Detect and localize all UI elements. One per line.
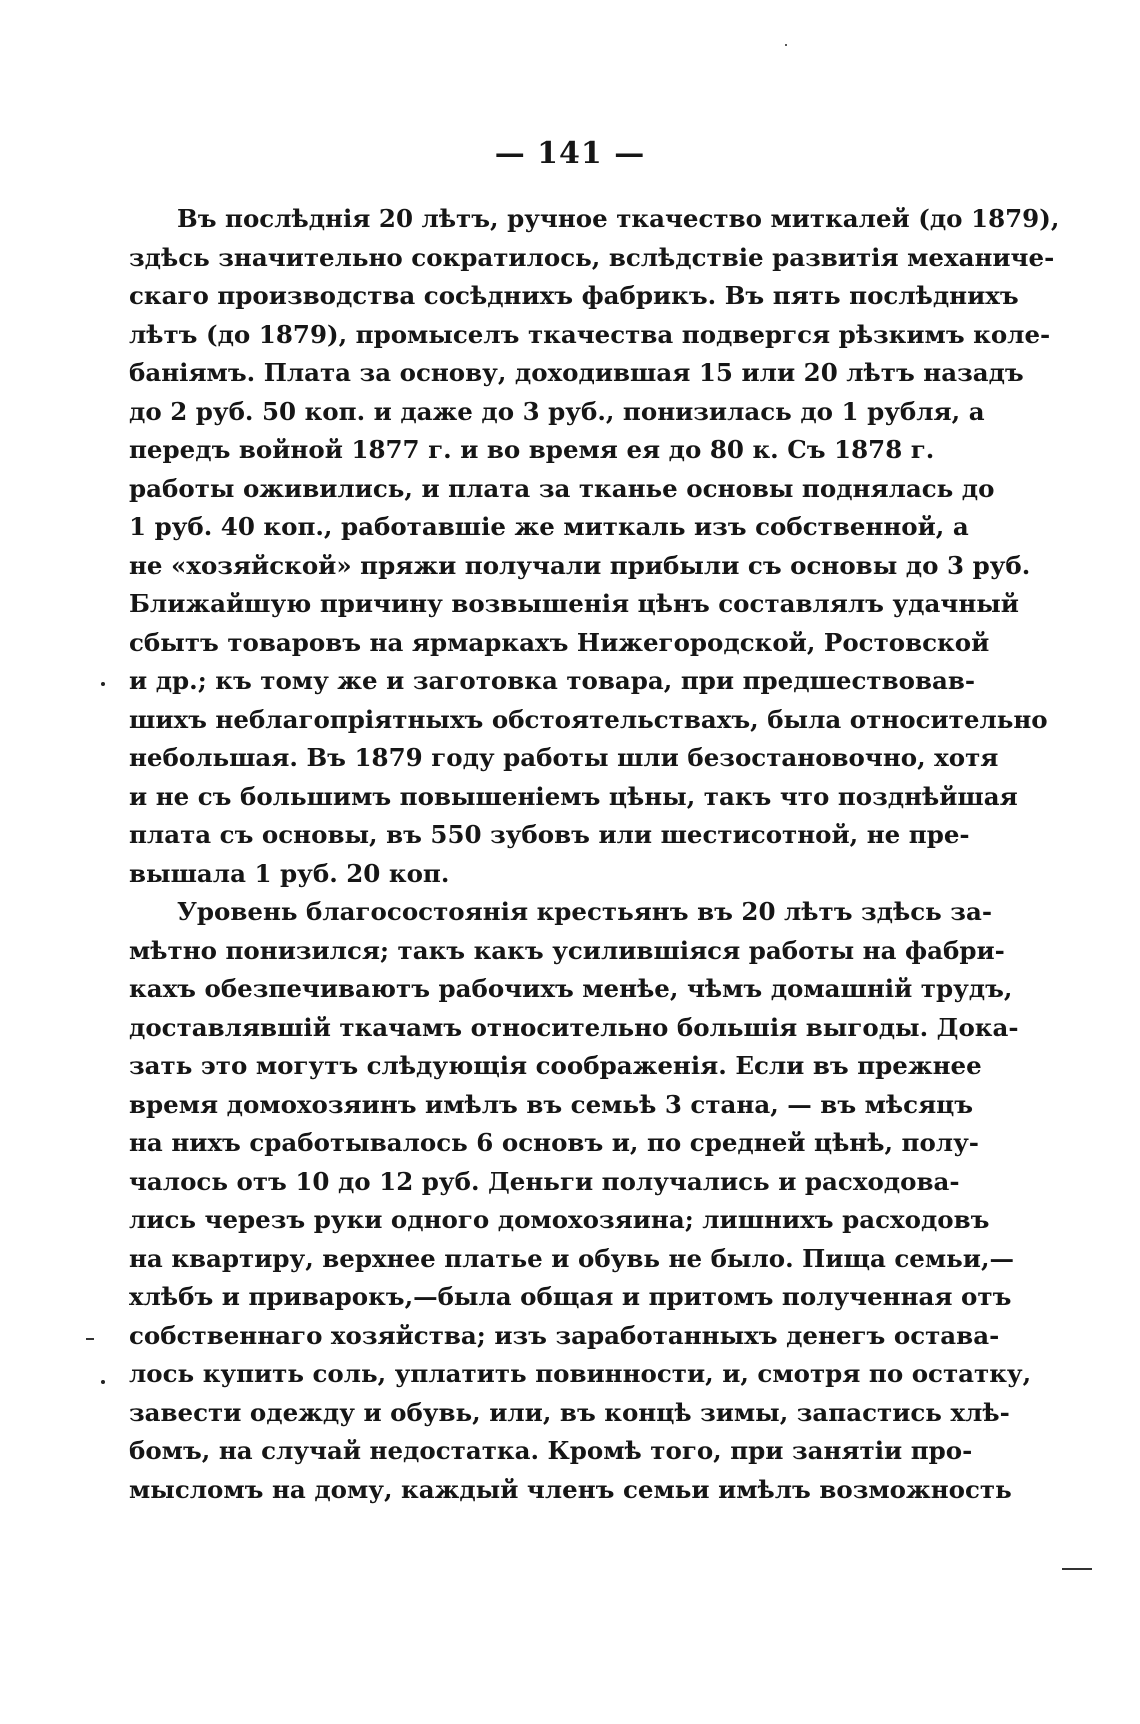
text-line: работы оживились, и плата за тканье основы поднялась до bbox=[129, 473, 995, 503]
scan-speck bbox=[101, 1380, 105, 1384]
scan-mark bbox=[86, 1338, 94, 1340]
text-line: и не съ большимъ повышеніемъ цѣны, такъ что позднѣйшая bbox=[129, 781, 1018, 811]
scan-speck bbox=[101, 682, 105, 686]
text-line: плата съ основы, въ 550 зубовъ или шестисотной, не пре- bbox=[129, 820, 970, 849]
text-line: кахъ обезпечиваютъ рабочихъ менѣе, чѣмъ домашній трудъ, bbox=[129, 974, 1013, 1003]
page-number: — 141 — bbox=[494, 136, 646, 171]
text-line: Уровень благосостоянія крестьянъ въ 20 лѣтъ здѣсь за- bbox=[177, 897, 992, 926]
text-line: здѣсь значительно сократилось, вслѣдствіе развитія механиче- bbox=[129, 242, 1055, 272]
text-line: и др.; къ тому же и заготовка товара, при предшествовав- bbox=[129, 666, 976, 695]
text-line: мысломъ на дому, каждый членъ семьи имѣлъ возможность bbox=[129, 1474, 1012, 1504]
text-line: баніямъ. Плата за основу, доходившая 15 или 20 лѣтъ назадъ bbox=[129, 358, 1024, 387]
text-line: завести одежду и обувь, или, въ концѣ зимы, запастись хлѣ- bbox=[129, 1397, 1010, 1427]
text-line: вышала 1 руб. 20 коп. bbox=[129, 858, 450, 888]
text-line: сбытъ товаровъ на ярмаркахъ Нижегородской, Ростовской bbox=[129, 627, 990, 657]
text-line: лѣтъ (до 1879), промыселъ ткачества подвергся рѣзкимъ коле- bbox=[129, 319, 1051, 349]
text-line: шихъ неблагопріятныхъ обстоятельствахъ, была относительно bbox=[129, 704, 1048, 734]
text-line: зать это могутъ слѣдующія соображенія. Если въ прежнее bbox=[129, 1051, 982, 1080]
scan-speck bbox=[785, 44, 787, 46]
body-text bbox=[129, 200, 1060, 1509]
text-line: бомъ, на случай недостатка. Кромѣ того, при занятіи про- bbox=[129, 1436, 973, 1465]
text-line: Въ послѣднія 20 лѣтъ, ручное ткачество миткалей (до 1879), bbox=[177, 204, 1060, 233]
text-line: мѣтно понизился; такъ какъ усилившіяся работы на фабри- bbox=[129, 935, 1005, 965]
text-line: до 2 руб. 50 коп. и даже до 3 руб., понизилась до 1 рубля, а bbox=[129, 396, 985, 426]
text-line: лись черезъ руки одного домохозяина; лишнихъ расходовъ bbox=[129, 1205, 990, 1234]
text-line: Ближайшую причину возвышенія цѣнъ составлялъ удачный bbox=[129, 589, 1019, 618]
text-line: собственнаго хозяйства; изъ заработанныхъ денегъ остава- bbox=[129, 1320, 1000, 1350]
scan-mark bbox=[1062, 1568, 1092, 1570]
text-line: на квартиру, верхнее платье и обувь не было. Пища семьи,— bbox=[129, 1243, 1014, 1273]
text-line: передъ войной 1877 г. и во время ея до 80 к. Съ 1878 г. bbox=[129, 435, 935, 464]
text-line: доставлявшій ткачамъ относительно большія выгоды. Дока- bbox=[129, 1012, 1019, 1042]
text-line: лось купить соль, уплатить повинности, и, смотря по остатку, bbox=[129, 1359, 1032, 1388]
text-line: скаго производства сосѣднихъ фабрикъ. Въ пять послѣднихъ bbox=[129, 281, 1019, 310]
text-line: небольшая. Въ 1879 году работы шли безостановочно, хотя bbox=[129, 743, 999, 772]
text-line: время домохозяинъ имѣлъ въ семьѣ 3 стана, — въ мѣсяцъ bbox=[129, 1089, 974, 1119]
text-line: 1 руб. 40 коп., работавшіе же миткаль изъ собственной, а bbox=[129, 512, 969, 541]
text-line: чалось отъ 10 до 12 руб. Деньги получались и расходова- bbox=[129, 1166, 960, 1196]
text-line: не «хозяйской» пряжи получали прибыли съ основы до 3 руб. bbox=[129, 550, 1031, 580]
text-line: хлѣбъ и приварокъ,—была общая и притомъ полученная отъ bbox=[129, 1282, 1012, 1311]
text-line: на нихъ сработывалось 6 основъ и, по средней цѣнѣ, полу- bbox=[129, 1128, 979, 1157]
